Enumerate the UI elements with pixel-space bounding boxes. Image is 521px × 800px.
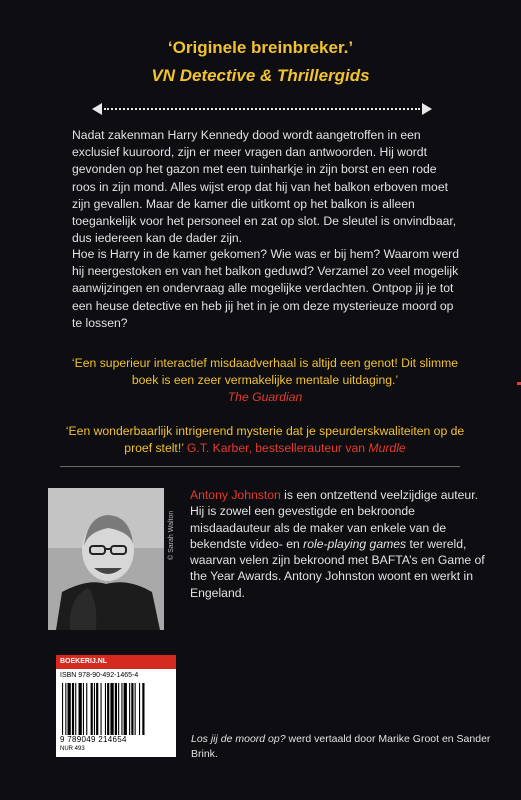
author-portrait-icon xyxy=(48,488,164,630)
author-bio xyxy=(190,487,490,601)
review-2-text: ‘Een wonderbaarlijk intrigerend mysterie dat je speurderskwaliteiten op de proef stelt!’ xyxy=(65,424,465,455)
barcode-bar xyxy=(68,683,71,735)
barcode-bar xyxy=(83,683,84,735)
translation-note xyxy=(191,732,491,762)
barcode-bar xyxy=(105,683,106,735)
barcode-bar xyxy=(86,683,87,735)
divider-left-arrow-icon xyxy=(92,103,102,115)
translation-text: werd vertaald door Marike Groot en Sander Brink. xyxy=(191,733,491,760)
barcode-bar xyxy=(129,683,130,735)
edge-mark xyxy=(517,382,521,385)
barcode-bar xyxy=(72,683,74,735)
barcode-bar xyxy=(65,683,66,735)
translation-book-title: Los jij de moord op? xyxy=(191,733,286,745)
author-name: Antony Johnston xyxy=(190,488,281,502)
section-divider xyxy=(60,466,460,467)
barcode-bar xyxy=(96,683,98,735)
review-2-book: Murdle xyxy=(368,441,406,455)
barcode-bar xyxy=(79,683,82,735)
barcode-bar xyxy=(139,683,140,735)
barcode-bar xyxy=(101,683,102,735)
photo-credit: © Sarah Walton xyxy=(168,510,175,560)
author-photo xyxy=(48,488,164,630)
author-bio-text-2: ter wereld, waarvan velen zijn bekroond met BAFTA’s en Game of the Year Awards. Antony Johnston woont en werkt in Engeland. xyxy=(190,536,485,600)
barcode-bar xyxy=(142,683,144,735)
barcode-bar xyxy=(135,683,136,735)
review-1-source: The Guardian xyxy=(227,390,303,404)
barcode-bar xyxy=(110,683,113,735)
barcode-bar xyxy=(124,683,127,735)
barcode-bar xyxy=(94,683,95,735)
top-quote-source: VN Detective & Thrillergids xyxy=(151,66,370,85)
blurb-paragraph-2: Hoe is Harry in de kamer gekomen? Wie was er bij hem? Waarom werd hij neergestoken en van het balkon geduwd? Verzamel zo veel mogelijk aanwijzingen en ondervraag alle mogelijke verdachten. Ontpop jij je tot een heuse detective en heb jij het in je om deze mysterieuze moord op te lossen? xyxy=(72,247,459,330)
barcode-bar xyxy=(115,683,117,735)
barcode-bar xyxy=(118,683,119,735)
barcode-icon xyxy=(60,683,172,735)
author-bio-text-1: is een ontzettend veelzijdige auteur. Hij is zowel een gevestigde en bekroonde misdaadauteur als de maker van enkele van de bekendste video- en xyxy=(190,488,478,551)
barcode-bar xyxy=(75,683,76,735)
barcode-number: 9 789049 214654 xyxy=(60,735,127,744)
blurb-paragraph-1: Nadat zakenman Harry Kennedy dood wordt aangetroffen in een exclusief kuuroord, zijn er meer vragen dan antwoorden. Hij wordt gevonden op het gazon met een tuinharkje in zijn borst en een rode roos in zijn mond. Alles wijst erop dat hij van het balkon erboven moet zijn gevallen. Maar de kamer die uitkomt op het balkon is alleen toegankelijk voor het personeel en zat op slot. De sleutel is onvindbaar, dus iedereen kan de dader zijn. xyxy=(72,128,457,246)
ornament-divider xyxy=(92,103,432,115)
review-2 xyxy=(60,423,470,457)
barcode-bar xyxy=(107,683,109,735)
barcode-bar xyxy=(131,683,133,735)
barcode-bar xyxy=(62,683,63,735)
nur-code: NUR 493 xyxy=(60,746,85,752)
divider-dots xyxy=(104,108,420,110)
divider-right-arrow-icon xyxy=(422,103,432,115)
isbn-text: ISBN 978-90-492-1465-4 xyxy=(60,672,139,679)
review-1 xyxy=(60,355,470,406)
barcode-panel xyxy=(56,655,176,757)
barcode-bar xyxy=(121,683,122,735)
top-quote xyxy=(0,34,521,90)
barcode-bars xyxy=(60,683,172,735)
top-quote-text: ‘Originele breinbreker.’ xyxy=(167,38,354,57)
review-2-source: G.T. Karber, bestsellerauteur van xyxy=(186,441,366,455)
publisher-label: BOEKERIJ.NL xyxy=(56,655,176,669)
review-1-text: ‘Een superieur interactief misdaadverhaal is altijd een genot! Dit slimme boek is een zeer vermakelijke mentale uitdaging.’ xyxy=(71,356,459,387)
barcode-bar xyxy=(91,683,93,735)
author-bio-italic: role-playing games xyxy=(303,536,407,551)
